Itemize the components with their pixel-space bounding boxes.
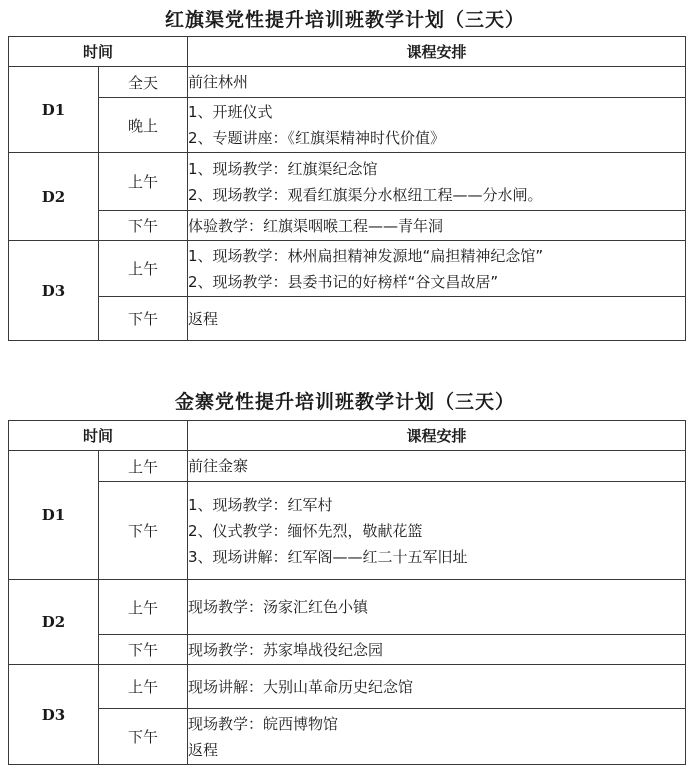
plan1-title: 红旗渠党性提升培训班教学计划（三天） <box>164 9 525 31</box>
course-line: 2、专题讲座：《红旗渠精神时代价值》 <box>188 129 446 147</box>
course-content <box>188 211 686 241</box>
period-label: 下午 <box>99 635 188 665</box>
table-row <box>9 297 686 341</box>
course-line: 3、现场讲解：红军阁——红二十五军旧址 <box>188 547 468 566</box>
period-label: 上午 <box>99 665 188 709</box>
day-label: D2 <box>9 580 99 665</box>
period-label: 上午 <box>99 153 188 211</box>
course-content <box>188 635 686 665</box>
plan2-title: 金寨党性提升培训班教学计划（三天） <box>174 391 515 413</box>
plan2-table <box>8 420 686 765</box>
table-row <box>9 211 686 241</box>
header-time: 时间 <box>9 421 188 451</box>
course-line: 1、开班仪式 <box>188 103 273 121</box>
course-line: 2、现场教学：县委书记的好榜样“谷文昌故居” <box>188 272 499 291</box>
course-content <box>188 451 686 482</box>
course-line: 前往金寨 <box>188 457 249 475</box>
course-line: 1、现场教学：红军村 <box>188 495 333 514</box>
day-label: D1 <box>9 67 99 153</box>
course-line: 现场教学：皖西博物馆 <box>188 714 339 733</box>
day-label: D3 <box>9 665 99 765</box>
table-row <box>9 665 686 709</box>
table-row <box>9 482 686 580</box>
table-row <box>9 67 686 98</box>
course-content <box>188 580 686 635</box>
period-label: 上午 <box>99 580 188 635</box>
day-label: D1 <box>9 451 99 580</box>
table-header-row <box>9 421 686 451</box>
period-label: 下午 <box>99 297 188 341</box>
period-label: 下午 <box>99 211 188 241</box>
table-row <box>9 635 686 665</box>
day-label: D3 <box>9 241 99 341</box>
course-content <box>188 98 686 153</box>
period-label: 下午 <box>99 709 188 765</box>
course-content <box>188 482 686 580</box>
course-line: 体验教学：红旗渠咽喉工程——青年洞 <box>188 216 444 235</box>
period-label: 下午 <box>99 482 188 580</box>
course-line: 1、现场教学：林州扁担精神发源地“扁担精神纪念馆” <box>188 246 544 265</box>
course-line: 现场教学：苏家埠战役纪念园 <box>188 640 384 659</box>
table-row <box>9 709 686 765</box>
course-content <box>188 709 686 765</box>
course-line: 2、现场教学：观看红旗渠分水枢纽工程——分水闸。 <box>188 185 543 204</box>
table-row <box>9 153 686 211</box>
course-line: 返程 <box>188 309 219 328</box>
table-row <box>9 98 686 153</box>
course-content <box>188 153 686 211</box>
header-course: 课程安排 <box>188 37 686 67</box>
course-content <box>188 67 686 98</box>
period-label: 上午 <box>99 451 188 482</box>
period-label: 上午 <box>99 241 188 297</box>
table-row <box>9 580 686 635</box>
course-line: 2、仪式教学：缅怀先烈，敬献花篮 <box>188 521 423 540</box>
period-label: 全天 <box>99 67 188 98</box>
course-content <box>188 297 686 341</box>
table-row <box>9 241 686 297</box>
period-label: 晚上 <box>99 98 188 153</box>
header-course: 课程安排 <box>188 421 686 451</box>
course-line: 现场教学：汤家汇红色小镇 <box>188 598 369 616</box>
course-line: 前往林州 <box>188 73 249 91</box>
course-line: 现场讲解：大别山革命历史纪念馆 <box>188 677 414 696</box>
course-content <box>188 241 686 297</box>
plan1-table <box>8 36 686 341</box>
table-row <box>9 451 686 482</box>
course-content <box>188 665 686 709</box>
day-label: D2 <box>9 153 99 241</box>
course-line: 1、现场教学：红旗渠纪念馆 <box>188 159 378 178</box>
course-line: 返程 <box>188 740 219 759</box>
header-time: 时间 <box>9 37 188 67</box>
table-header-row <box>9 37 686 67</box>
